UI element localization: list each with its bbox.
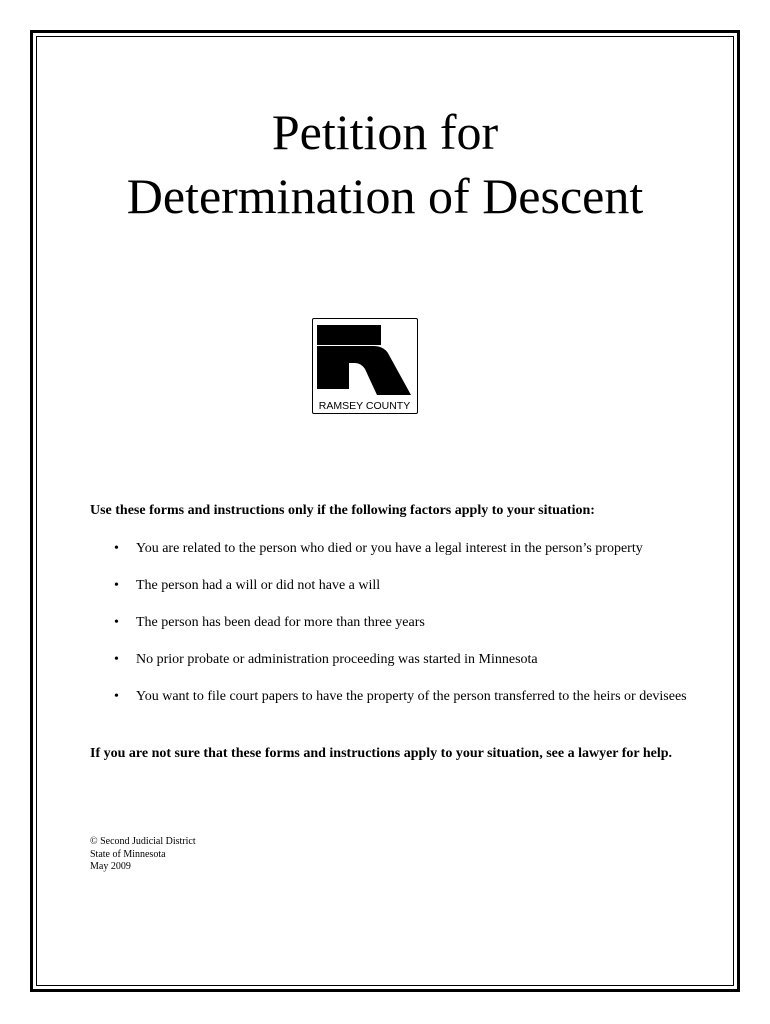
list-item: • The person had a will or did not have a will (90, 577, 690, 595)
ramsey-county-logo (312, 318, 418, 414)
copyright-block (90, 836, 196, 874)
list-item: • No prior probate or administration proceeding was started in Minnesota (90, 651, 690, 669)
copyright-line: © Second Judicial District (90, 836, 196, 847)
copyright-state: State of Minnesota (90, 848, 166, 860)
copyright-date: May 2009 (90, 861, 131, 872)
list-item: • You are related to the person who died or you have a legal interest in the person’s property (90, 540, 690, 558)
instructions-intro: Use these forms and instructions only if the following factors apply to your situation: (90, 503, 595, 518)
title-line-1: Petition for (271, 104, 499, 160)
lawyer-warning: If you are not sure that these forms and instructions apply to your situation, see a lawyer for help. (90, 746, 673, 761)
factors-list (90, 540, 690, 725)
title-line-2: Determination of Descent (126, 168, 644, 224)
list-item: • You want to file court papers to have the property of the person transferred to the heirs or devisees (90, 688, 690, 706)
list-item: • The person has been dead for more than three years (90, 614, 690, 632)
logo-label: RAMSEY COUNTY (318, 400, 411, 412)
ramsey-county-r-logo-icon (313, 319, 416, 412)
document-title (36, 100, 734, 228)
